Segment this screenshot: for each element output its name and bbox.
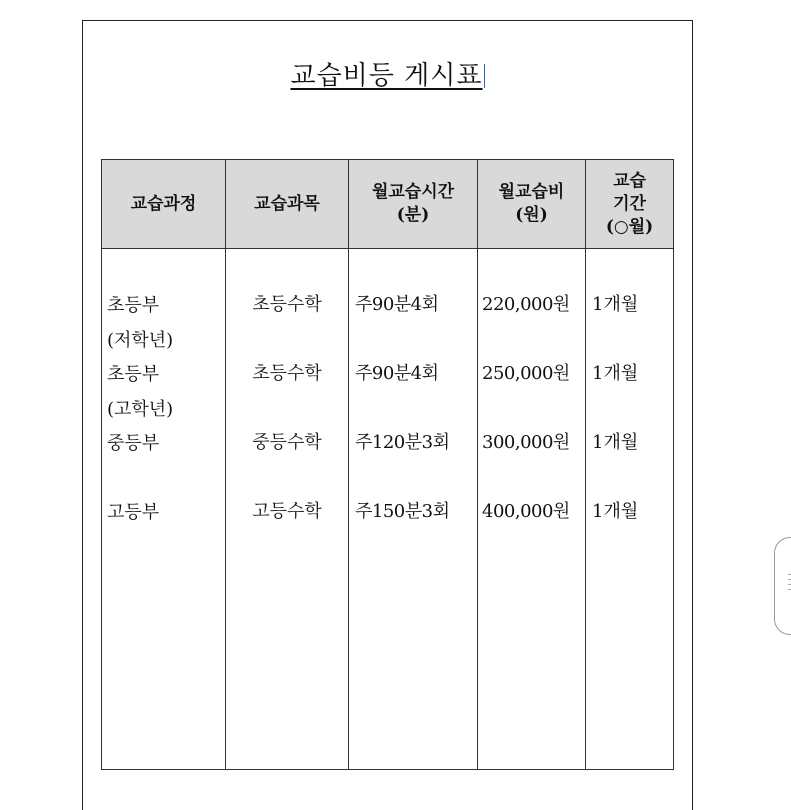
table-header-row [102, 160, 674, 249]
header-period: 교습 기간 (○월) [586, 160, 674, 249]
fee-entry [478, 357, 585, 426]
time-text: 주90분4회 [355, 363, 439, 384]
table-body-row [102, 249, 674, 770]
subject-column-cell[interactable] [226, 249, 349, 770]
subject-entry [226, 288, 348, 357]
header-subject: 교습과목 [226, 160, 349, 249]
course-entry [102, 426, 225, 495]
time-text: 주120분3회 [355, 432, 450, 453]
fee-entry [478, 426, 585, 495]
course-entry [102, 357, 225, 426]
period-entry [586, 357, 673, 426]
period-entry [586, 495, 673, 564]
subject-entry [226, 495, 348, 564]
course-text: 중등부 [107, 433, 160, 454]
subject-text: 중등수학 [252, 432, 322, 453]
period-text: 1개월 [592, 294, 639, 315]
fee-entry [478, 495, 585, 564]
subject-entry [226, 357, 348, 426]
course-text: (고학년) [107, 399, 174, 420]
subject-text: 초등수학 [252, 294, 322, 315]
course-entry [102, 288, 225, 357]
fee-column-cell[interactable] [478, 249, 586, 770]
subject-entry [226, 426, 348, 495]
header-monthly-time: 월교습시간 (분) [349, 160, 478, 249]
time-entry [349, 426, 477, 495]
fee-text: 400,000원 [482, 501, 570, 522]
course-text: 초등부 [107, 364, 160, 385]
time-text: 주90분4회 [355, 294, 439, 315]
time-text: 주150분3회 [355, 501, 450, 522]
fee-table [101, 159, 674, 770]
subject-text: 초등수학 [252, 363, 322, 384]
course-text: 고등부 [107, 502, 160, 523]
period-text: 1개월 [592, 432, 639, 453]
subject-text: 고등수학 [252, 501, 322, 522]
fee-text: 220,000원 [482, 294, 570, 315]
time-entry [349, 495, 477, 564]
header-monthly-fee: 월교습비 (원) [478, 160, 586, 249]
title-text: 교습비등 게시표 [290, 61, 483, 91]
header-course: 교습과정 [102, 160, 226, 249]
document-title[interactable] [83, 55, 692, 92]
text-cursor [484, 64, 485, 88]
course-entry [102, 495, 225, 564]
time-entry [349, 288, 477, 357]
period-entry [586, 426, 673, 495]
fee-text: 300,000원 [482, 432, 570, 453]
course-column-cell[interactable] [102, 249, 226, 770]
time-entry [349, 357, 477, 426]
course-text: 초등부 [107, 295, 160, 316]
fee-entry [478, 288, 585, 357]
document-page [82, 20, 693, 810]
time-column-cell[interactable] [349, 249, 478, 770]
period-column-cell[interactable] [586, 249, 674, 770]
period-entry [586, 288, 673, 357]
side-panel-handle[interactable] [774, 537, 791, 635]
fee-text: 250,000원 [482, 363, 570, 384]
course-text: (저학년) [107, 330, 174, 351]
period-text: 1개월 [592, 363, 639, 384]
period-text: 1개월 [592, 501, 639, 522]
